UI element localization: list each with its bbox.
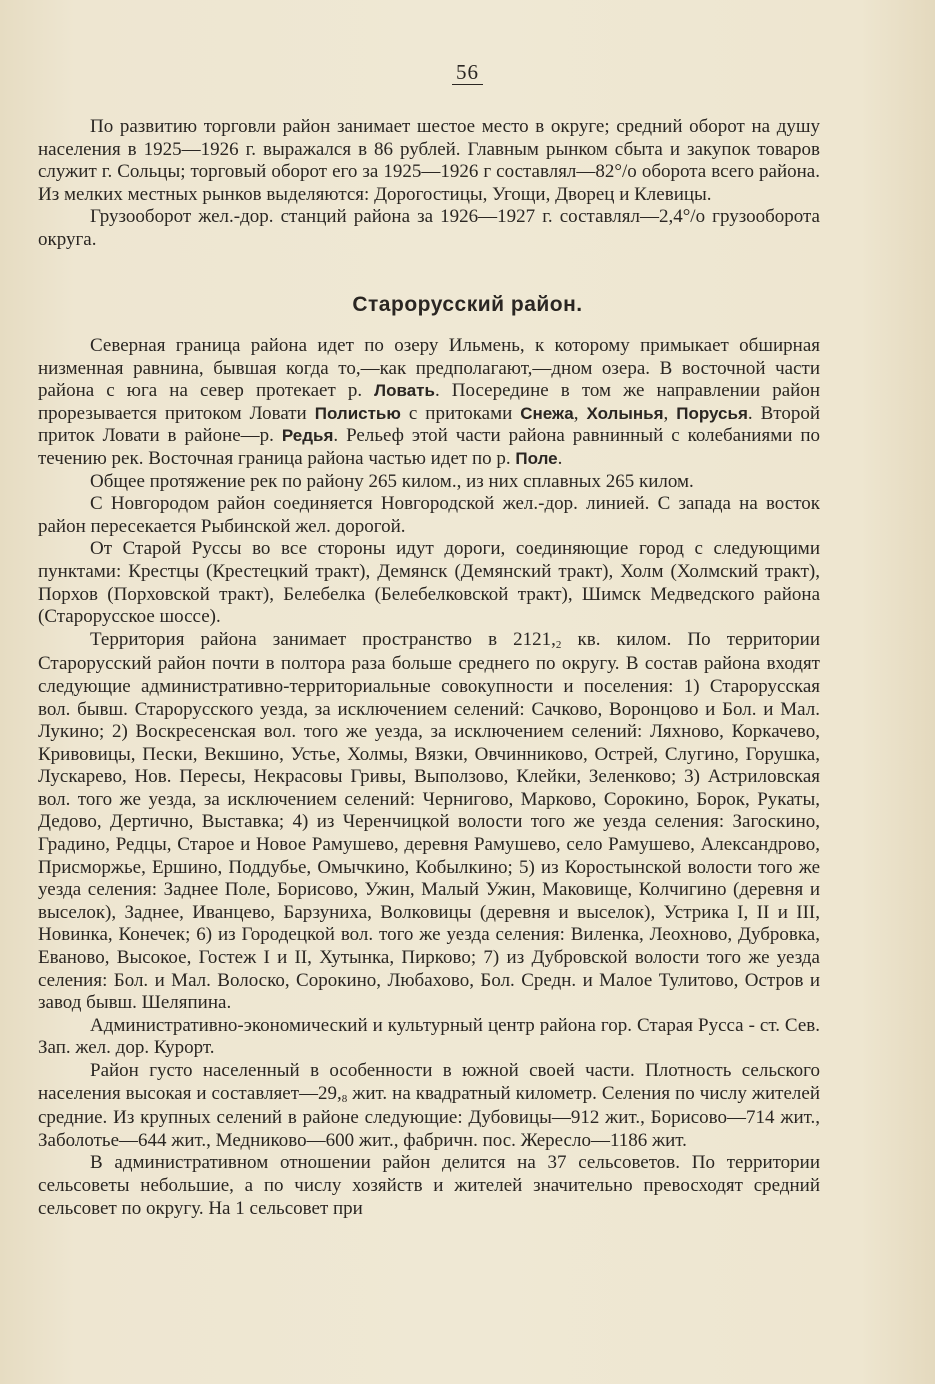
section-text — [38, 335, 820, 1220]
page-number-text: 56 — [452, 60, 483, 85]
paragraph-railways: С Новгородом район соединяется Новгородской жел.-дор. линией. С запада на восток район пересекается Рыбинской жел. дорогой. — [38, 493, 820, 537]
paragraph-freight: Грузооборот жел.-дор. станций района за 1926—1927 г. составлял—2,4°/о грузооборота округа. — [38, 206, 820, 250]
page-number — [0, 60, 935, 85]
decimal-digit: 8 — [341, 1092, 348, 1105]
text-run: Территория района занимает пространство в 2121, — [90, 628, 556, 650]
paragraph-roads: От Старой Руссы во все стороны идут дороги, соединяющие город с следующими пунктами: Крестцы (Крестецкий тракт), Демянск (Демянский тракт), Холм (Холмский тракт), Порхов (Порховской тракт), Белебелка (Белебелковской тракт), Шимск Медведского района (Старорусское шоссе). — [38, 538, 820, 628]
text-run: Северная граница района идет по озеру Ильмень, к которому примыкает обширная низменная равнина, бывшая когда то,—как предполагают,—дном озера. В восточной части района с юга на север протекает р. — [38, 335, 820, 402]
paragraph-rivers-length: Общее протяжение рек по району 265 килом., из них сплавных 265 килом. — [90, 470, 694, 492]
paragraph-geography — [38, 335, 820, 471]
section-heading: Старорусский район. — [352, 293, 583, 316]
intro-text — [38, 116, 820, 252]
paragraph-administration: В административном отношении район делится на 37 сельсоветов. По территории сельсоветы небольшие, а по числу хозяйств и жителей значительно превосходят средний сельсовет по округу. На 1 сельсовет при — [38, 1152, 820, 1219]
paragraph-trade: По развитию торговли район занимает шестое место в округе; средний оборот на душу населения в 1925—1926 г. выражался в 86 рублей. Главным рынком сбыта и закупок товаров служит г. Сольцы; торговый оборот его за 1925—1926 г составлял—82°/о оборота всего района. Из мелких местных рынков выделяются: Дорогостицы, Угощи, Дворец и Клевицы. — [38, 116, 820, 205]
text-run: , — [573, 402, 587, 424]
text-run: . Второй приток Ловати в районе—р. — [38, 402, 821, 447]
text-run: . — [557, 447, 563, 469]
river-name: Ловать — [374, 381, 435, 401]
river-name: Холынья — [586, 403, 664, 423]
paragraph-center: Административно-экономический и культурный центр района гор. Старая Русса - ст. Сев. Зап. жел. дор. Курорт. — [38, 1014, 820, 1059]
river-name: Поле — [515, 448, 558, 468]
paragraph-population — [38, 1060, 820, 1152]
river-name: Снежа — [520, 403, 574, 423]
river-name: Полистью — [314, 403, 401, 423]
text-run: жит. на квадратный километр. Селения по числу жителей средние. Из крупных селений в районе следующие: Дубовицы—912 жит., Борисово—714 жит., Заболотье—644 жит., Медниково—600 жит., фабричн. пос. Жересло—1186 жит. — [38, 1082, 820, 1151]
river-name: Редья — [281, 426, 334, 446]
text-run: Район густо населенный в особенности в южной своей части. Плотность сельского населения высокая и составляет—29, — [38, 1060, 820, 1104]
text-run: , — [663, 402, 677, 424]
text-run: . Посередине в том же направлении район прорезывается притоком Ловати — [38, 380, 820, 424]
river-name: Порусья — [676, 403, 748, 423]
decimal-digit: 2 — [555, 638, 562, 651]
text-run: . Рельеф этой части района равнинный с колебаниями по течению рек. Восточная граница района частью идет по р. — [38, 425, 820, 469]
text-run: с притоками — [400, 402, 521, 424]
paragraph-territory — [38, 629, 820, 1015]
text-run: кв. килом. По территории Старорусский район почти в полтора раза больше среднего по округу. В состав района входят следующие административно-территориальные совокупности и поселения: 1) Старорусская вол. бывш. Старорусского уезда, за исключением селений: Сачково, Воронцово и Бол. и Мал. Лукино; 2) Воскресенская вол. того же уезда, за исключением селений: Ляхново, Коркачево, Кривовицы, Пески, Векшино, Устье, Холмы, Вязки, Овчинниково, Острей, Слугино, Горушка, Лускарево, Нов. Пересы, Некрасовы Гривы, Выползово, Клейки, Зеленково; 3) Астриловская вол. того же уезда, за исключением селений: Чернигово, Марково, Сорокино, Борок, Рукаты, Дедово, Дертично, Выставка; 4) из Черенчицкой волости того же уезда селения: Загоскино, Градино, Редцы, Старое и Новое Рамушево, деревня Рамушево, село Рамушево, Александрово, Присморжье, Ершино, Поддубье, Омычкино, Кобылкино; 5) из Коростынской волости того же уезда селения: Заднее Поле, Борисово, Ужин, Малый Ужин, Маковище, Колчигино (деревня и выселок), Заднее, Иванцево, Барзуниха, Волковицы (деревня и выселок), Устрика I, II и III, Новинка, Конечек; 6) из Городецкой вол. того же уезда селения: Виленка, Леохново, Дубровка, Еваново, Высокое, Гостеж I и II, Хутынка, Пирково; 7) из Дубровской волости того же уезда селения: Бол. и Мал. Волоско, Сорокино, Любахово, Бол. Средн. и Малое Тулитово, Остров и завод бывш. Шеляпина. — [38, 628, 820, 1014]
